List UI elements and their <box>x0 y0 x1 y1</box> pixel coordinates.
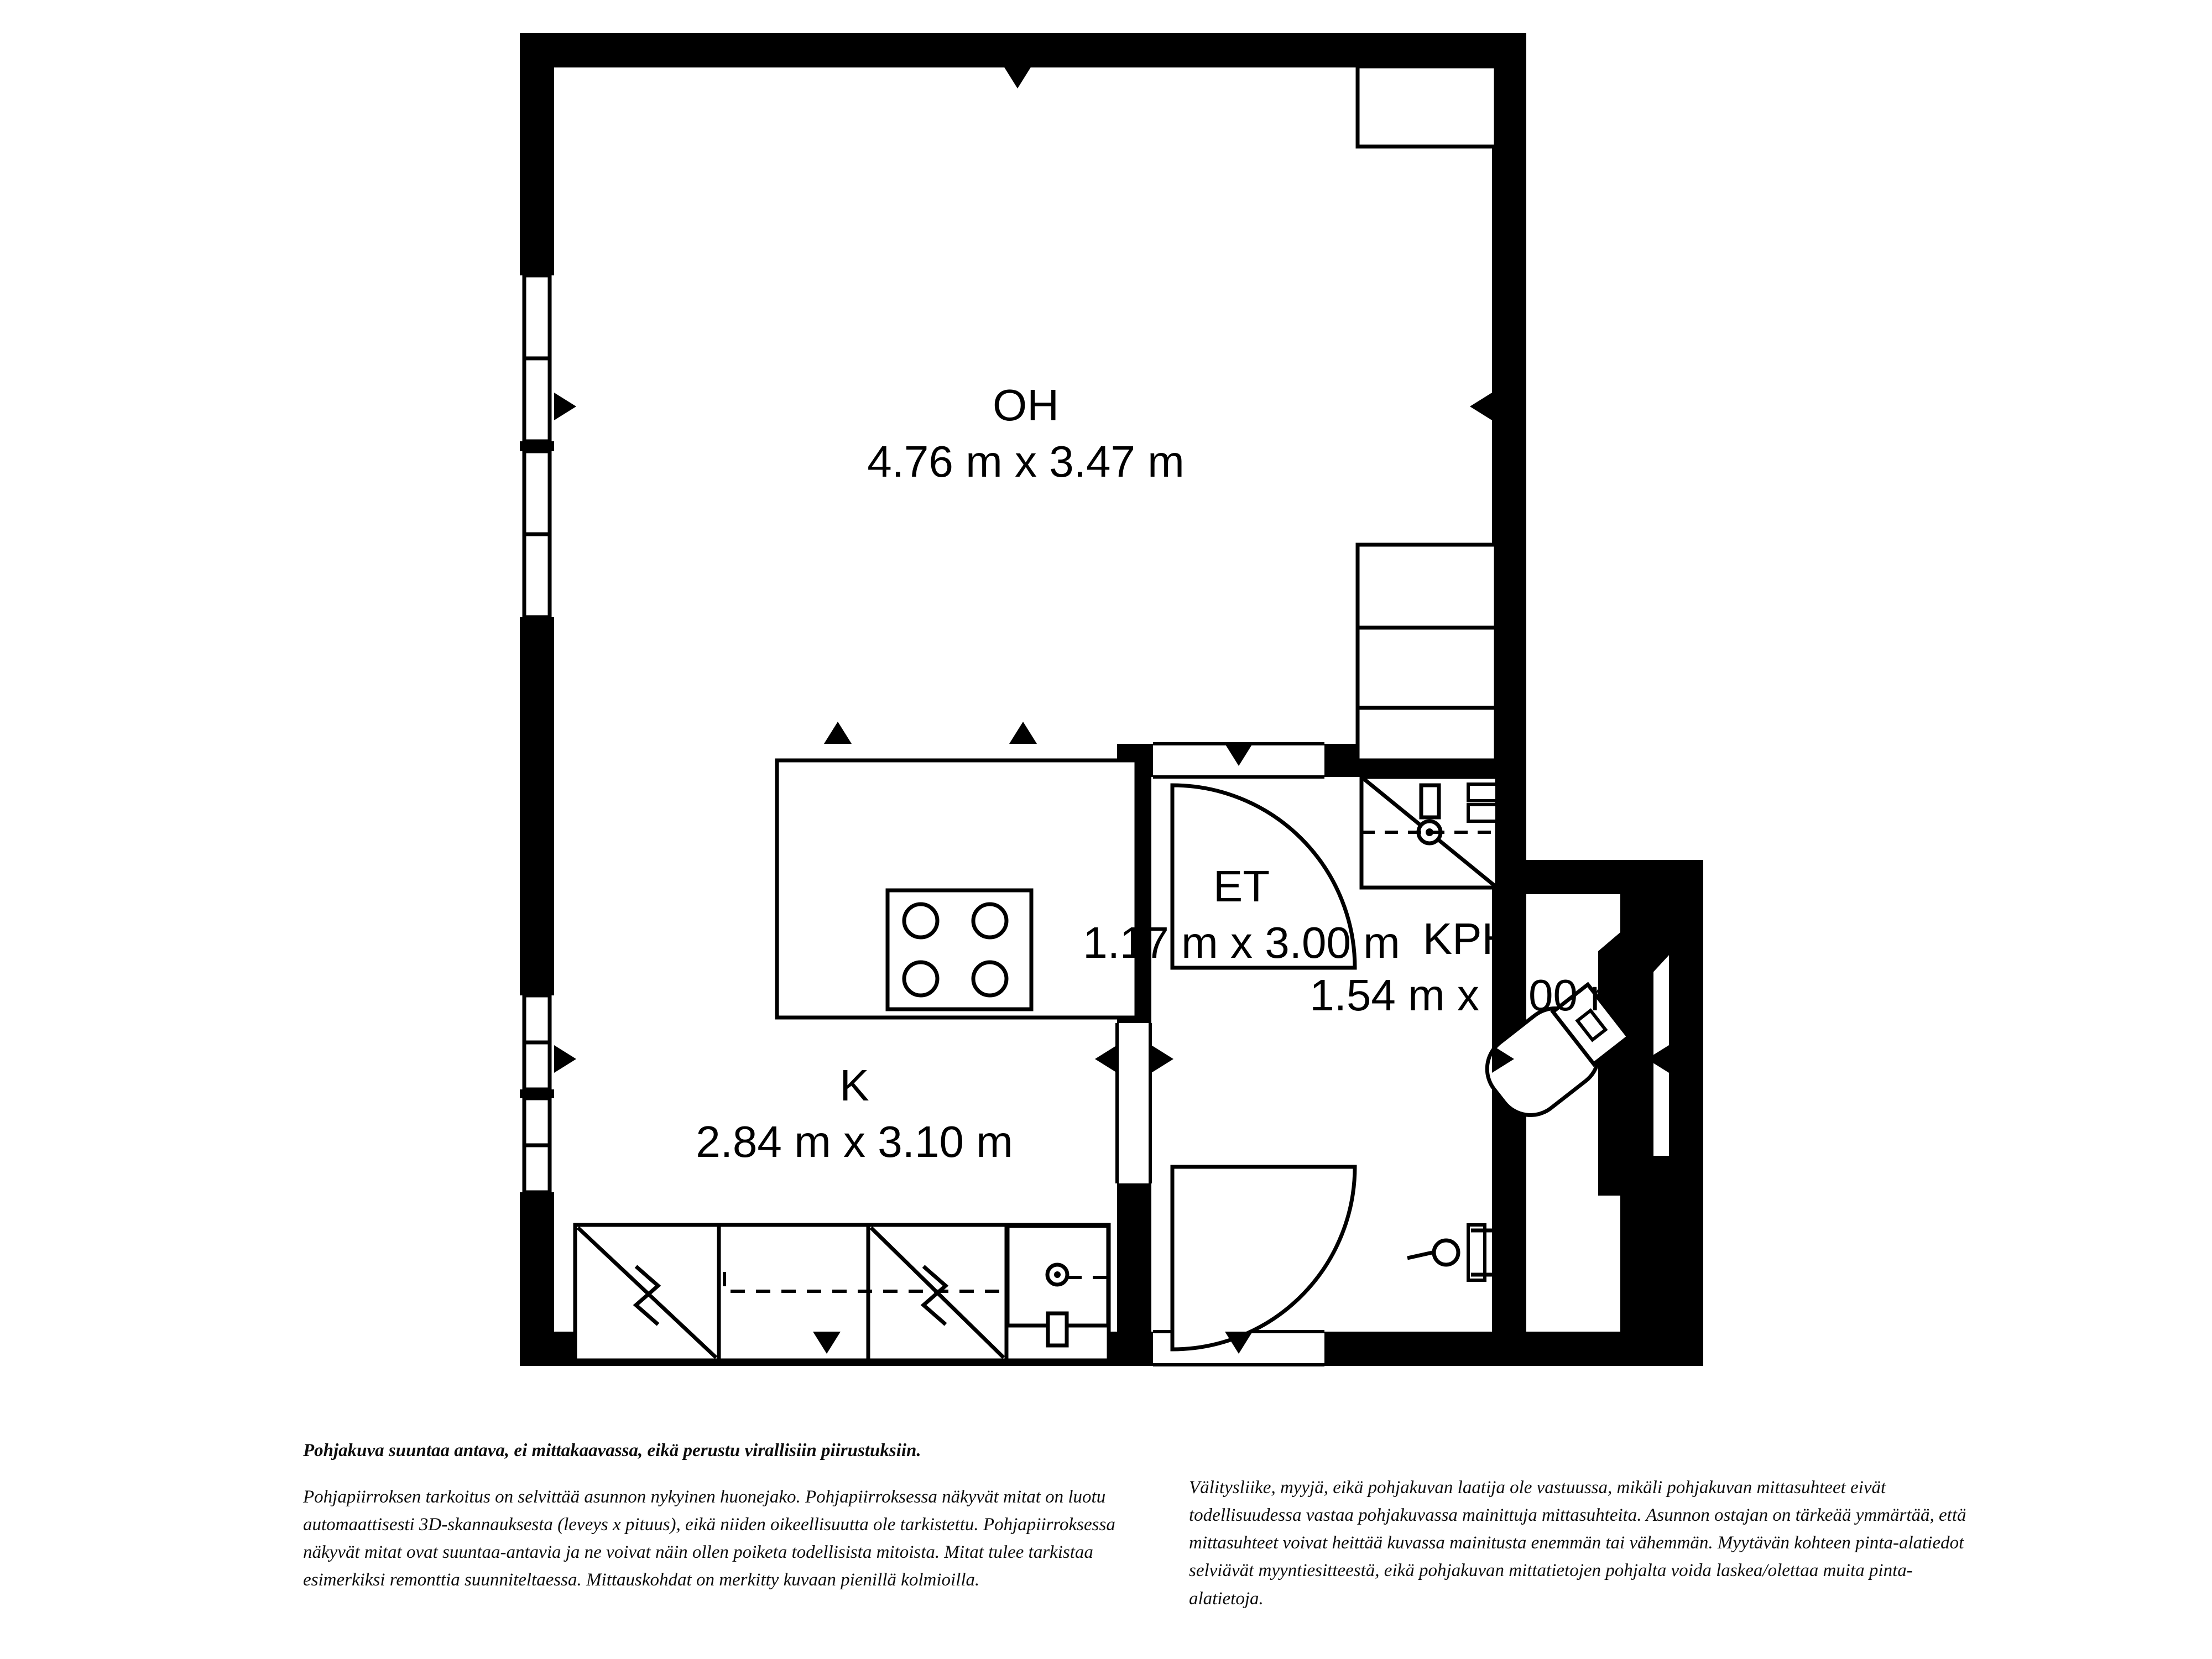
room-code-k: K <box>839 1061 869 1110</box>
room-dim-kph: 1.54 m x 3.00 m <box>1310 971 1627 1020</box>
disclaimer-right-text: Välitysliike, myyjä, eikä pohjakuvan laatija ole vastuussa, mikäli pohjakuvan mittasuhteet eivät todellisuudessa vastaa pohjakuvassa mainittuja mittasuhteita. Asunnon ostajan on tärkeää ymmärtää, että mittasuhteet voivat heittää kuvassa mainitusta enemmän tai vähemmän. Myytävän kohteen pinta-alatiedot selviävät myyntiesitteestä, eikä pohjakuvan mittatietojen pohjalta voida laskea/olettaa muita pinta-alatietoja. <box>1189 1478 1966 1609</box>
kitchen-island <box>777 760 1136 1018</box>
room-code-oh: OH <box>993 380 1059 430</box>
built-in-closets <box>1358 66 1496 760</box>
room-dim-oh: 4.76 m x 3.47 m <box>867 437 1185 486</box>
disclaimer-heading: Pohjakuva suuntaa antava, ei mittakaavassa, eikä perustu virallisiin piirustuksiin. <box>303 1441 921 1460</box>
disclaimer-left-column <box>303 1438 1155 1594</box>
disclaimer-right-column <box>1189 1474 1974 1613</box>
room-dim-k: 2.84 m x 3.10 m <box>696 1117 1013 1166</box>
room-dim-et: 1.17 m x 3.00 m <box>1083 918 1400 967</box>
kitchen-lower-cabinets <box>575 1225 1109 1360</box>
room-code-kph: KPH <box>1422 914 1514 963</box>
disclaimer-left-text: Pohjapiirroksen tarkoitus on selvittää asunnon nykyinen huonejako. Pohjapiirroksessa näkyvät mitat on luotu automaattisesti 3D-skannauksesta (leveys x pituus), eikä niiden oikeellisuutta ole tarkistettu. Pohjapiirroksessa näkyvät mitat ovat suuntaa-antavia ja ne voivat näin ollen poiketa todellisista mitoista. Mitat tulee tarkistaa esimerkiksi remonttia suunniteltaessa. Mittauskohdat on merkitty kuvaan pienillä kolmioilla. <box>303 1486 1115 1590</box>
room-code-et: ET <box>1213 862 1270 911</box>
